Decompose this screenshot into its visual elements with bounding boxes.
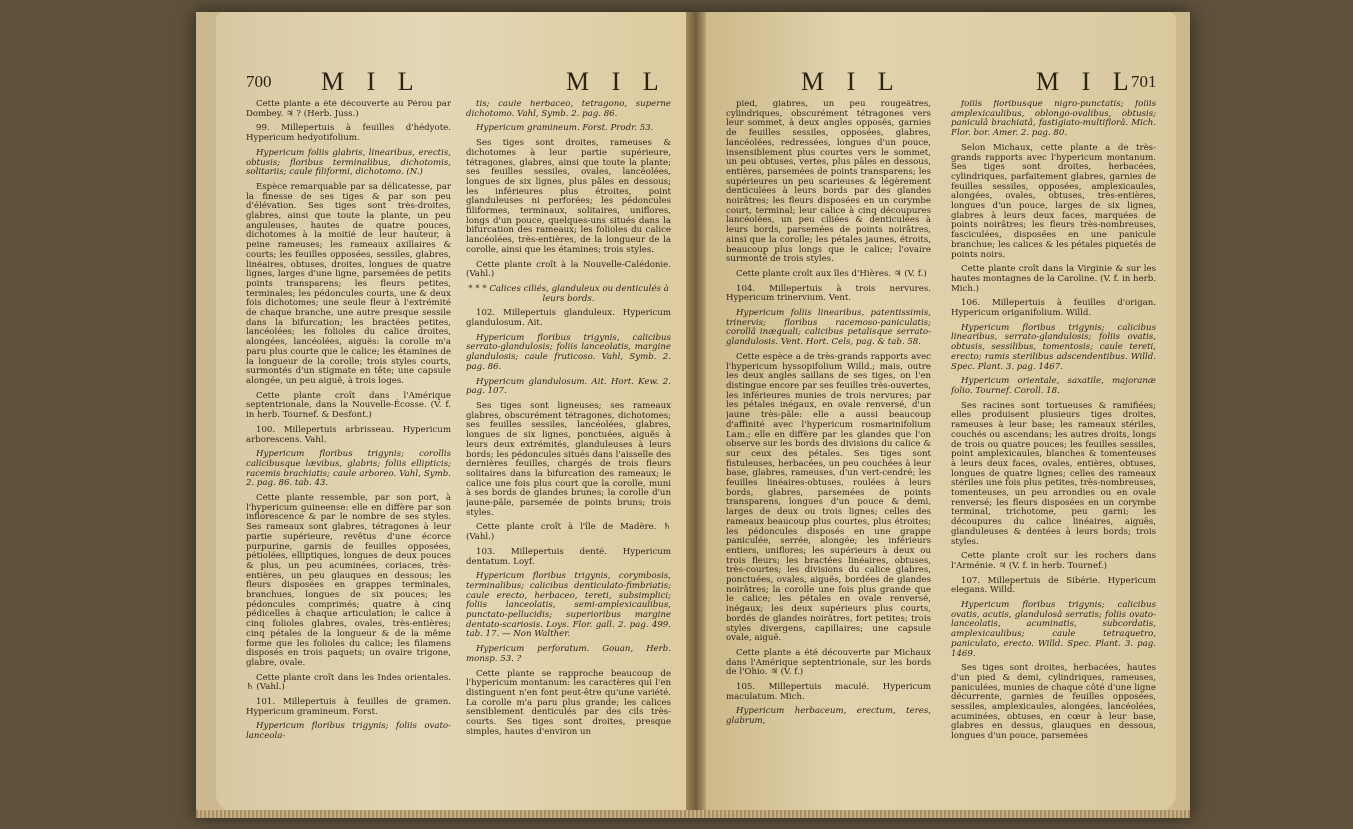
paragraph: 102. Millepertuis glanduleux. Hypericum glandulosum. Ait. xyxy=(466,308,671,329)
right-page-number: 701 xyxy=(1131,72,1157,91)
paragraph: Cette plante croît aux îles d'Hières. ♃ (V. f.) xyxy=(736,268,927,279)
right-column-1 xyxy=(726,100,931,792)
paragraph: Hypericum perforatum. Gouan, Herb. monsp. 53. ? xyxy=(466,644,671,664)
left-column-2 xyxy=(466,100,671,792)
paragraph: Ses tiges sont droites, herbacées, hautes d'un pied & demi, cylindriques, rameuses, paniculées, munies de chaque côté d'une ligne décurrente, garnies de feuilles opposées, sessiles, amplexicaules, alongées, lancéolées, acuminées, obtuses, en cœur à leur base, glabres en dessus, glauques en dessous, longues d'un pouce, parsemées xyxy=(951,663,1156,742)
paragraph: 103. Millepertuis denté. Hypericum dentatum. Loyf. xyxy=(466,546,671,567)
paragraph: Cette plante a été découverte au Pérou par Dombey. ♃ ? (Herb. Juss.) xyxy=(246,100,451,119)
left-page-number: 700 xyxy=(246,72,272,91)
paragraph: Cette plante se rapproche beaucoup de l'hypericum montanum: les caractères qui l'en distinguent n'en font peut-être qu'une variété. La corolle m'a paru plus grande; les calices sensiblement denticulés par des cils très-courts. Ses tiges sont droites, presque simples, hautes d'environ un xyxy=(466,668,671,737)
paragraph: Hypericum floribus trigynis, calicibus serrato-glandulosis; foliis lanceolatis, margine glandulosis; caule fruticoso. Vahl, Symb. 2. pag. 86. xyxy=(466,332,671,372)
book-gutter xyxy=(686,12,706,812)
paragraph: pied, glabres, un peu rougeâtres, cylindriques, obscurément tétragones vers leur sommet, à deux angles opposés, garnies de feuilles sessiles, opposées, glabres, lancéolées, redressées, longues d'un pouce, insensiblement plus courtes vers le sommet, un peu obtuses, vertes, plus pâles en dessous, entières, parsemées de points transparens; les supérieures un peu scarieuses & légèrement denticulées à leurs bords par des glandes noirâtres; les fleurs disposées en un corymbe court, terminal; leur calice à cinq découpures lancéolées, un peu ciliées & denticulées à leurs bords, parsemées de points noirâtres, ainsi que la corolle; les pétales jaunes, étroits, beaucoup plus longs que le calice; l'ovaire surmonté de trois styles. xyxy=(726,100,931,265)
paragraph: 107. Millepertuis de Sibérie. Hypericum elegans. Willd. xyxy=(951,575,1156,596)
paragraph: 105. Millepertuis maculé. Hypericum maculatum. Mich. xyxy=(726,682,931,702)
paragraph: Hypericum floribus trigynis; foliis ovato-lanceola- xyxy=(246,721,451,742)
paragraph: Hypericum gramineum. Forst. Prodr. 53. xyxy=(476,123,654,134)
paragraph: Selon Michaux, cette plante a de très-grands rapports avec l'hypericum montanum. Ses tiges sont droites, herbacées, cylindriques, parfaitement glabres, garnies de feuilles sessiles, opposées, amplexicaules, alongées, ovales, obtuses, très-entières, longues d'un pouce, larges de six lignes, glabres à leurs deux faces, marquées de points noirâtres; les fleurs très-nombreuses, fasciculées, disposées en une panicule branchue; les calices & les pétales piquetés de points noirs. xyxy=(951,142,1156,260)
right-running-head-right: M I L xyxy=(1036,67,1137,96)
paragraph: Cette espèce a de très-grands rapports avec l'hypericum hyssopifolium Willd.; mais, outre les deux angles saillans de ses tiges, on l'en distingue encore par ses feuilles très-ouvertes, les inférieures munies de trois nervures; par les pétales inégaux, en ovale renversé, d'un jaune très-pâle: elle a aussi beaucoup d'affinité avec l'hypericum rosmarinifolium Lam.; elle en diffère par les glandes que l'on observe sur les bords des divisions du calice & sur ceux des pétales. Ses tiges sont fistuleuses, herbacées, un peu couchées à leur base, glabres, rameuses, d'un vert-cendré; les feuilles linéaires-obtuses, roulées à leurs bords, glabres, parsemées de points transparens, longues d'un pouce & demi, larges de deux ou trois lignes; celles des rameaux beaucoup plus courtes, plus étroites; les pédoncules disposés en une grappe paniculée, serrée, alongée; les inférieurs entiers, uniflores; les supérieurs à deux ou trois fleurs; les bractées linéaires, obtuses, très-courtes; les divisions du calice glabres, ponctuées, ovales, aiguës, bordées de glandes noirâtres; la corolle une fois plus grande que le calice; les pétales en ovale renversé, inégaux; les deux supérieurs plus courts, bordés de glandes noirâtres, fort petites; trois styles divergens, capillaires; une capsule ovale, aiguë. xyxy=(726,351,931,644)
paragraph: Cette plante a été découverte par Michaux dans l'Amérique septentrionale, sur les bords de l'Ohio. ♃ (V. f.) xyxy=(726,647,931,678)
paragraph: Cette plante croît dans l'Amérique septentrionale, dans la Nouvelle-Écosse. (V. f. in herb. Tournef. & Desfont.) xyxy=(246,390,451,421)
paragraph: Espèce remarquable par sa délicatesse, par la finesse de ses tiges & par son peu d'élévation. Ses tiges sont très-droites, glabres, ainsi que toute la plante, un peu anguleuses, hautes de quatre pouces, dichotomes à la moitié de leur hauteur, à peine rameuses; les rameaux axillaires & courts; les feuilles opposées, sessiles, glabres, linéaires, obtuses, droites, longues de quatre lignes, larges d'une ligne, parsemées de petits points transparens; les fleurs petites, terminales; les pédoncules courts, une & deux fois dichotomes; une seule fleur à l'extrémité de chaque branche, une autre presque sessile dans la bifurcation; les bractées petites, lancéolées; les folioles du calice droites, alongées, lancéolées, aiguës: la corolle m'a paru plus courte que le calice; les étamines de la longueur de la corolle; trois styles courts, surmontés d'un stigmate en tête; une capsule alongée, un peu aiguë, à trois loges. xyxy=(246,181,451,386)
paragraph: foliis floribusque nigro-punctatis; foliis amplexicaulibus, oblongo-ovalibus, obtusis; paniculâ brachiatâ, fastigiato-multiflorâ. Mich. Flor. bor. Amer. 2. pag. 80. xyxy=(951,100,1156,139)
paragraph: Cette plante croît sur les rochers dans l'Arménie. ♃ (V. f. in herb. Tournef.) xyxy=(951,551,1156,571)
paragraph: Hypericum floribus trigynis, corymbosis, terminalibus; calicibus denticulato-fimbriatis; caule erecto, herbaceo, tereti, subsimplici; foliis lanceolatis, semi-amplexicaulibus, punctato-pellucidis; superioribus margine dentato-scariosis. Loys. Flor. gall. 2. pag. 499. tab. 17. — Non Walther. xyxy=(466,571,671,640)
paragraph: Hypericum herbaceum, erectum, teres, glabrum, xyxy=(726,706,931,727)
paragraph: Hypericum floribus trigynis; corollis calicibusque lævibus, glabris; foliis ellipticis; racemis brachiatis; caule arboreo. Vahl, Symb. 2. pag. 86. tab. 43. xyxy=(246,449,451,489)
paragraph: Hypericum orientale, saxatile, majoranæ folio. Tournef. Coroll. 18. xyxy=(951,376,1156,396)
paragraph: Cette plante croît dans les Indes orientales. ♄ (Vahl.) xyxy=(246,672,451,693)
paragraph: Ses tiges sont ligneuses; ses rameaux glabres, obscurément tétragones, dichotomes; ses feuilles sessiles, lancéolées, glabres, longues de six lignes, ponctuées, aiguës à leurs deux extrémités, glanduleuses à leurs bords; les pédoncules situés dans l'aisselle des dernières feuilles, chargés de trois fleurs solitaires dans la bifurcation des rameaux; le calice une fois plus court que la corolle, muni à ses bords de glandes brunes; la corolle d'un jaune-pâle, parsemée de points bruns; trois styles. xyxy=(466,400,671,518)
paragraph: 100. Millepertuis arbrisseau. Hypericum arborescens. Vahl. xyxy=(246,424,451,445)
paragraph: tis; caule herbaceo, tetragono, superne dichotomo. Vahl, Symb. 2. pag. 86. xyxy=(466,100,671,119)
left-page xyxy=(216,12,686,812)
open-book xyxy=(196,12,1190,818)
paragraph: Ses racines sont tortueuses & ramifiées; elles produisent plusieurs tiges droites, rameuses à leur base; les rameaux stériles, couchés ou ascendans; les autres droits, longs de trois ou quatre pouces; les feuilles sessiles, point amplexicaules, blanches & tomenteuses à leurs deux faces, ovales, entières, obtuses, longues de quatre lignes; celles des rameaux stériles une fois plus petites, très-nombreuses, tomenteuses, un peu arrondies ou en ovale renversé; les fleurs disposées en un corymbe terminal, trichotome, peu garni; les découpures du calice linéaires, aiguës, glanduleuses & dentées à leurs bords; trois styles. xyxy=(951,400,1156,547)
paragraph: 99. Millepertuis à feuilles d'hédyote. Hypericum hedyotifolium. xyxy=(246,123,451,144)
right-running-head-left: M I L xyxy=(801,67,902,96)
paragraph: Hypericum glandulosum. Ait. Hort. Kew. 2. pag. 107. xyxy=(466,376,671,397)
left-running-head-right: M I L xyxy=(566,67,667,96)
paragraph: Cette plante croît dans la Virginie & sur les hautes montagnes de la Caroline. (V. f. in herb. Mich.) xyxy=(951,264,1156,294)
right-column-2 xyxy=(951,100,1156,792)
paragraph: Cette plante croît à l'île de Madère. ♄ (Vahl.) xyxy=(466,522,671,543)
paragraph: Hypericum foliis glabris, linearibus, erectis, obtusis; floribus terminalibus, dichotomis, solitariis; caule filiformi, dichotomo. (N.) xyxy=(246,147,451,178)
left-running-head-left: M I L xyxy=(321,67,422,96)
section-heading: * * * Calices ciliés, glanduleux ou denticulés à leurs bords. xyxy=(468,283,669,304)
right-page xyxy=(706,12,1176,812)
paragraph: Hypericum foliis linearibus, patentissimis, trinervis; floribus racemoso-paniculatis; corollâ inæquali; calicibus petalisque serrato-glandulosis. Vent. Hort. Cels, pag. & tab. 58. xyxy=(726,308,931,348)
paragraph: Ses tiges sont droites, rameuses & dichotomes à leur partie supérieure, tétragones, glabres, ainsi que toute la plante; ses feuilles sessiles, ovales, lancéolées, longues de six lignes, plus pâles en dessous; les inférieures plus étroites, point glanduleuses ni perforées; les pédoncules filiformes, terminaux, solitaires, uniflores, longs d'un pouce, quelques-uns situés dans la bifurcation des rameaux; les folioles du calice lancéolées, très-entières, de la longueur de la corolle, ainsi que les étamines; trois styles. xyxy=(466,138,671,255)
paragraph: Cette plante croît à la Nouvelle-Calédonie. (Vahl.) xyxy=(466,259,671,280)
paragraph: 106. Millepertuis à feuilles d'origan. Hypericum origanifolium. Willd. xyxy=(951,298,1156,319)
paragraph: Cette plante ressemble, par son port, à l'hypericum guineense: elle en diffère par son inflorescence & par le nombre de ses styles. Ses rameaux sont glabres, tétragones à leur partie supérieure, revêtus d'une écorce purpurine, garnis de feuilles opposées, pétiolées, elliptiques, longues de deux pouces & plus, un peu acuminées, coriaces, très-entières, un peu glauques en dessous; les fleurs disposées en grappes terminales, branchues, longues de six pouces; les pédoncules comprimés; quatre à cinq pédicelles à chaque articulation; le calice à cinq folioles glabres, ovales, très-entières; cinq pétales de la longueur & de la même forme que les folioles du calice; les filamens disposés en trois paquets; un ovaire trigone, glabre, ovale. xyxy=(246,493,451,668)
paragraph: Hypericum floribus trigynis; calicibus ovatis, acutis, glandulosâ serratis; foliis ovato-lanceolatis, acuminatis, subcordatis, amplexicaulibus; caule tetraquetro, paniculato, erecto. Willd. Spec. Plant. 3. pag. 1469. xyxy=(951,600,1156,659)
page-edges xyxy=(196,810,1190,818)
left-column-1 xyxy=(246,100,451,792)
paragraph: 101. Millepertuis à feuilles de gramen. Hypericum gramineum. Forst. xyxy=(246,697,451,717)
paragraph: 104. Millepertuis à trois nervures. Hypericum trinervium. Vent. xyxy=(726,283,931,304)
paragraph: Hypericum floribus trigynis; calicibus linearibus, serrato-glandulosis; foliis ovatis, obtusis, sessilibus, tomentosis; caule tereti, erecto; ramis sterilibus adscendentibus. Willd. Spec. Plant. 3. pag. 1467. xyxy=(951,322,1156,372)
